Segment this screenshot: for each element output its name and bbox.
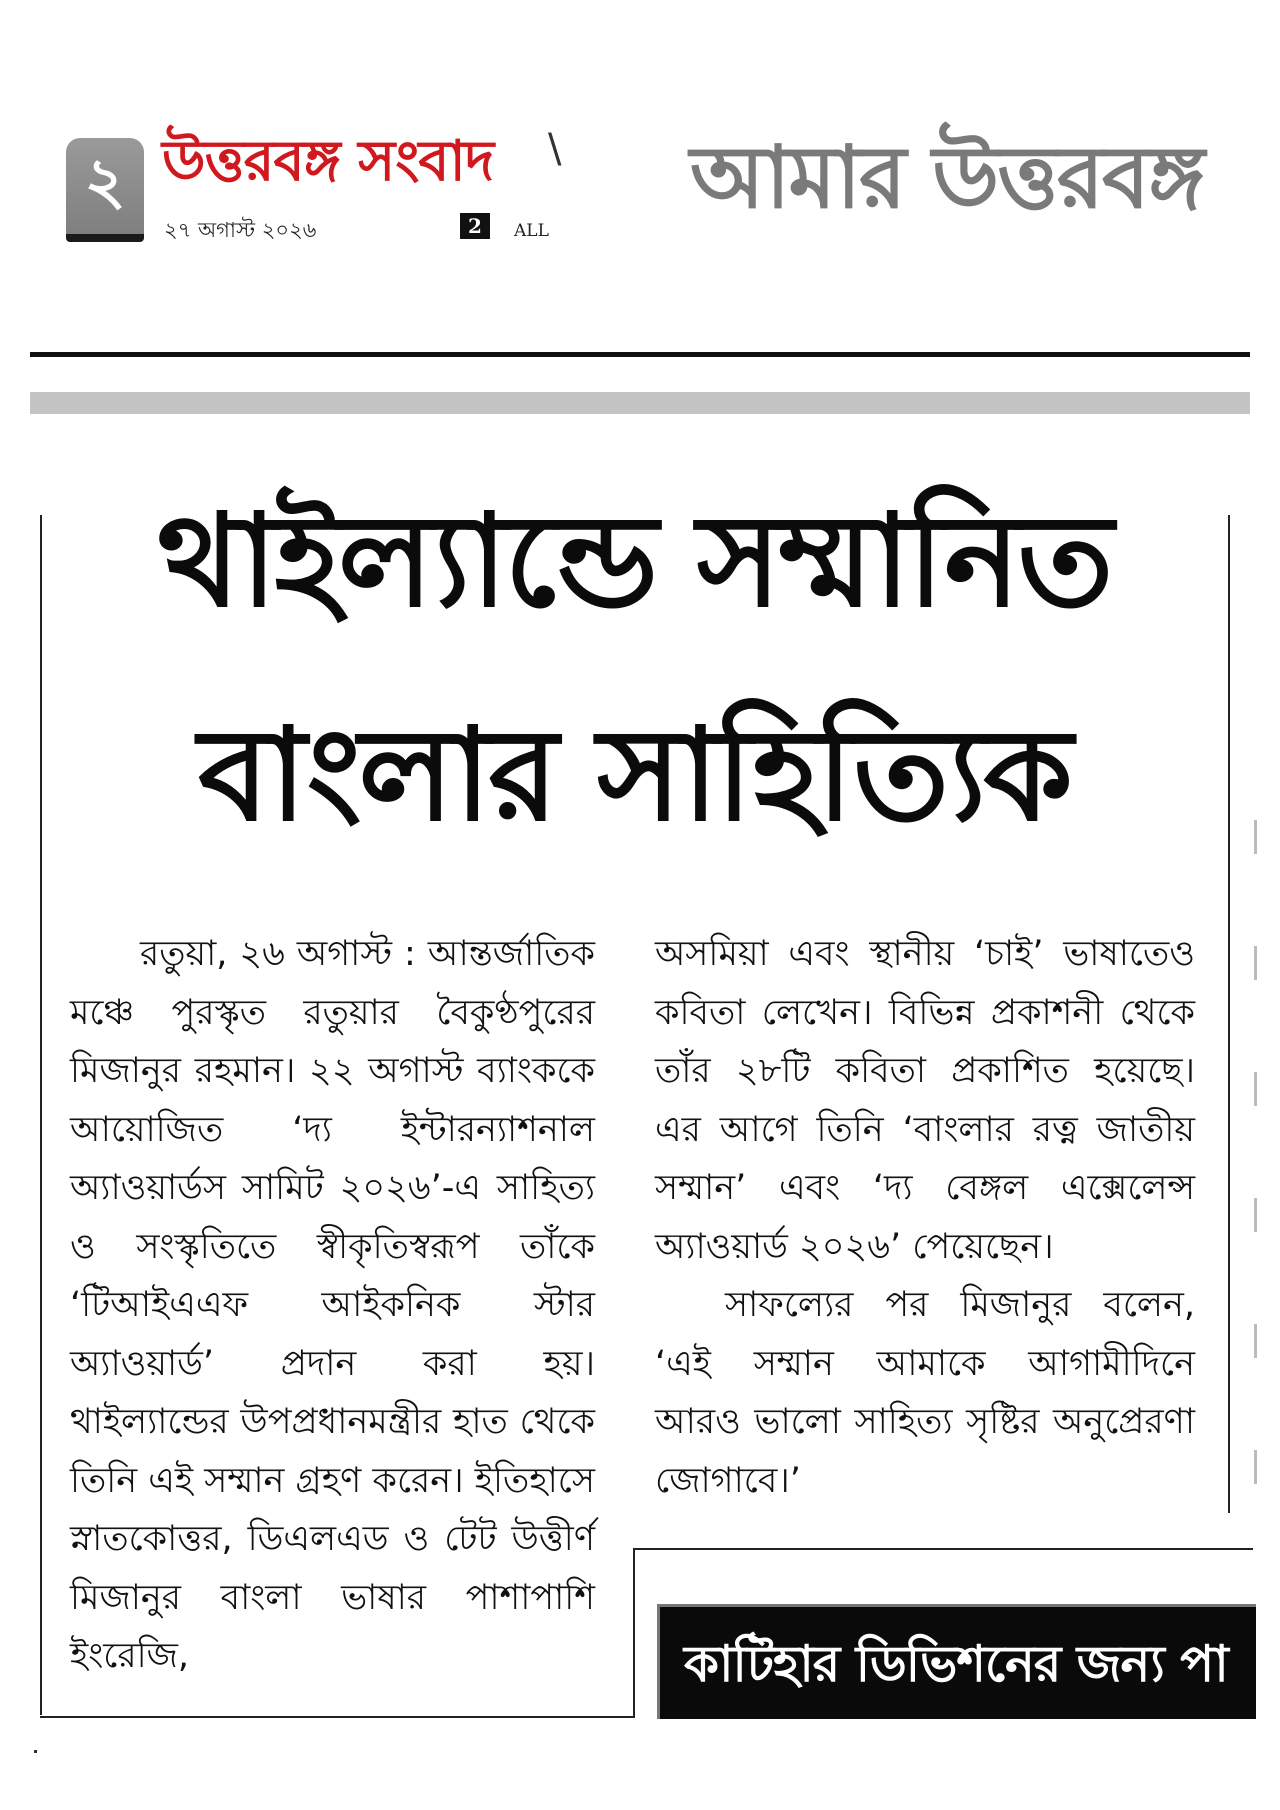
headline-line-2: বাংলার সাহিত্যিক xyxy=(198,701,1070,850)
masthead-mark: \ xyxy=(548,126,562,172)
edition-page-number: 2 xyxy=(460,213,490,239)
headline-line-1: থাইল্যান্ডে সম্মানিত xyxy=(157,487,1111,636)
teaser-headline: কাটিহার ডিভিশনের জন্য পা xyxy=(684,1635,1228,1693)
page-number-badge: ২ xyxy=(66,138,144,242)
article-paragraph: অসমিয়া এবং স্থানীয় ‘চাই’ ভাষাতেও কবিতা লেখেন। বিভিন্ন প্রকাশনী থেকে তাঁর ২৮টি কবিতা প্রকাশিত হয়েছে। এর আগে তিনি ‘বাংলার রত্ন জাতীয় সম্মান’ এবং ‘দ্য বেঙ্গল এক্সেলেন্স অ্যাওয়ার্ড ২০২৬’ পেয়েছেন। xyxy=(655,934,1195,1267)
issue-date: ২৭ অগাস্ট ২০২৬ xyxy=(164,218,317,242)
page-speck xyxy=(34,1750,37,1753)
newspaper-masthead: উত্তরবঙ্গ সংবাদ xyxy=(162,129,494,194)
article-column-left xyxy=(70,925,595,1686)
article-frame-right xyxy=(1228,515,1230,1513)
teaser-frame-left xyxy=(633,1548,635,1718)
edition-label: ALL xyxy=(514,221,549,241)
next-article-teaser xyxy=(657,1604,1256,1719)
header-divider-black xyxy=(30,352,1250,357)
article-paragraph-quote: সাফল্যের পর মিজানুর বলেন, ‘এই সম্মান আমাকে আগামীদিনে আরও ভালো সাহিত্য সৃষ্টির অনুপ্রেরণা জোগাবে।’ xyxy=(655,1285,1195,1501)
teaser-frame-top xyxy=(633,1548,1253,1550)
section-title: আমার উত্তরবঙ্গ xyxy=(690,128,1203,228)
article-column-right xyxy=(655,925,1195,1510)
header-divider-grey xyxy=(30,392,1250,414)
article-frame-bottom xyxy=(40,1716,633,1718)
article-frame-left xyxy=(40,515,42,1715)
bleed-through-marks xyxy=(1250,820,1262,1620)
article-paragraph: রতুয়া, ২৬ অগাস্ট : আন্তর্জাতিক মঞ্চে পুরস্কৃত রতুয়ার বৈকুণ্ঠপুরের মিজানুর রহমান। ২২ অগাস্ট ব্যাংককে আয়োজিত ‘দ্য ইন্টারন্যাশনাল অ্যাওয়ার্ডস সামিট ২০২৬’-এ সাহিত্য ও সংস্কৃতিতে স্বীকৃতিস্বরূপ তাঁকে ‘টিআইএএফ আইকনিক স্টার অ্যাওয়ার্ড’ প্রদান করা হয়। থাইল্যান্ডের উপপ্রধানমন্ত্রীর হাত থেকে তিনি এই সম্মান গ্রহণ করেন। ইতিহাসে স্নাতকোত্তর, ডিএলএড ও টেট উত্তীর্ণ মিজানুর বাংলা ভাষার পাশাপাশি ইংরেজি, xyxy=(70,934,595,1676)
